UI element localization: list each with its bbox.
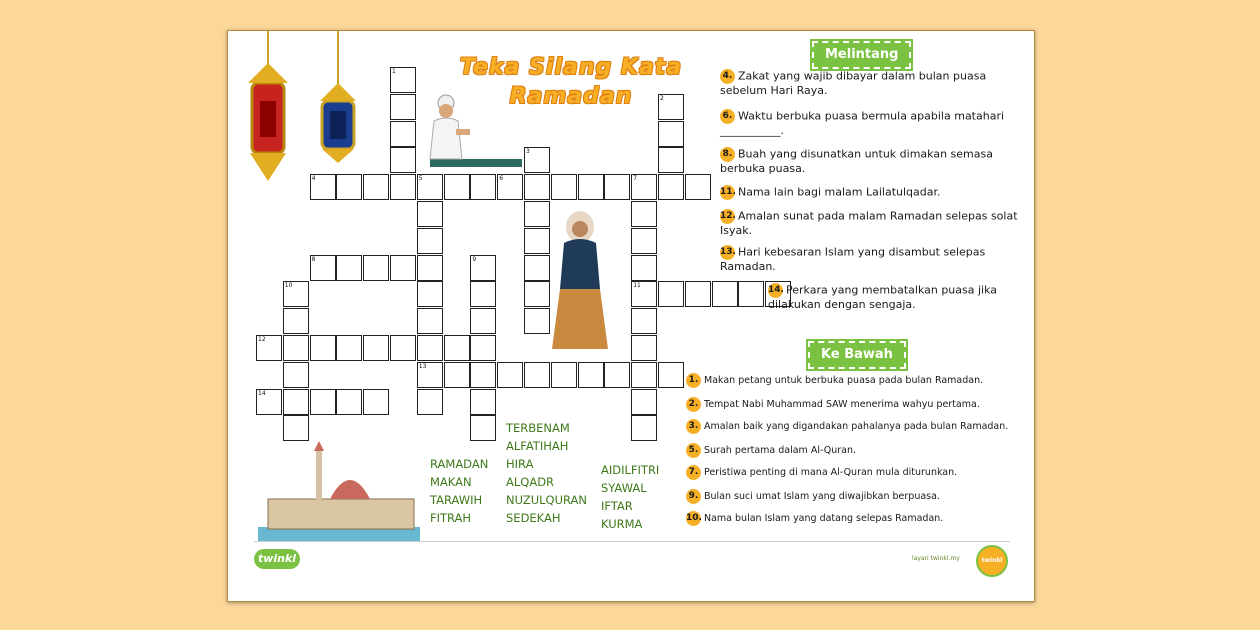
crossword-cell[interactable] xyxy=(658,147,684,173)
crossword-cell[interactable] xyxy=(524,281,550,307)
clue-number: 14. xyxy=(768,283,783,298)
crossword-cell[interactable] xyxy=(417,308,443,334)
clue-item xyxy=(720,185,1020,200)
crossword-cell[interactable] xyxy=(390,174,416,200)
crossword-cell[interactable] xyxy=(497,174,523,200)
word-item: NUZULQURAN xyxy=(506,493,587,507)
word-item: TERBENAM xyxy=(506,421,570,435)
clue-text: Hari kebesaran Islam yang disambut selepas Ramadan. xyxy=(720,245,986,273)
crossword-cell[interactable] xyxy=(470,255,496,281)
cell-number: 9 xyxy=(472,255,477,263)
crossword-cell[interactable] xyxy=(390,147,416,173)
clue-item xyxy=(686,465,1016,480)
quality-seal-icon: twinkl xyxy=(976,545,1008,577)
word-item: IFTAR xyxy=(601,499,633,513)
clue-text: Amalan baik yang digandakan pahalanya pada bulan Ramadan. xyxy=(704,421,1009,432)
clue-number: 13. xyxy=(720,245,735,260)
word-bank-col-2 xyxy=(506,419,587,527)
clue-text: Amalan sunat pada malam Ramadan selepas solat Isyak. xyxy=(720,209,1018,237)
crossword-cell[interactable] xyxy=(390,94,416,120)
clue-number: 6. xyxy=(720,109,735,124)
word-item: ALFATIHAH xyxy=(506,439,569,453)
cell-number: 4 xyxy=(311,175,316,183)
crossword-cell[interactable] xyxy=(712,281,738,307)
crossword-cell[interactable] xyxy=(524,255,550,281)
crossword-cell[interactable] xyxy=(256,389,282,415)
crossword-cell[interactable] xyxy=(417,201,443,227)
footer-divider xyxy=(254,541,1010,542)
crossword-cell[interactable] xyxy=(470,415,496,441)
clue-text: Makan petang untuk berbuka puasa pada bulan Ramadan. xyxy=(704,375,984,386)
crossword-cell[interactable] xyxy=(283,362,309,388)
clue-item xyxy=(686,419,1026,434)
clue-text: Nama bulan Islam yang datang selepas Ramadan. xyxy=(704,513,944,524)
crossword-cell[interactable] xyxy=(390,67,416,93)
clue-number: 1. xyxy=(686,373,701,388)
word-item: RAMADAN xyxy=(430,457,489,471)
crossword-cell[interactable] xyxy=(685,174,711,200)
crossword-cell[interactable] xyxy=(444,362,470,388)
crossword-cell[interactable] xyxy=(685,281,711,307)
crossword-cell[interactable] xyxy=(524,308,550,334)
clue-number: 10. xyxy=(686,511,701,526)
crossword-cell[interactable] xyxy=(417,281,443,307)
clue-number: 9. xyxy=(686,489,701,504)
title-line-2: Ramadan xyxy=(509,84,633,109)
crossword-cell[interactable] xyxy=(631,255,657,281)
clue-text: Buah yang disunatkan untuk dimakan semasa berbuka puasa. xyxy=(720,147,993,175)
title-line-1: Teka Silang Kata xyxy=(459,55,683,80)
crossword-cell[interactable] xyxy=(417,362,443,388)
crossword-cell[interactable] xyxy=(390,121,416,147)
cell-number: 2 xyxy=(660,94,664,102)
crossword-cell[interactable] xyxy=(310,335,336,361)
clue-number: 4. xyxy=(720,69,735,84)
crossword-cell[interactable] xyxy=(470,174,496,200)
crossword-cell[interactable] xyxy=(658,121,684,147)
crossword-cell[interactable] xyxy=(551,174,577,200)
crossword-cell[interactable] xyxy=(497,362,523,388)
clue-number: 11. xyxy=(720,185,735,200)
crossword-cell[interactable] xyxy=(631,174,657,200)
crossword-cell[interactable] xyxy=(470,335,496,361)
clue-text: Peristiwa penting di mana Al-Quran mula diturunkan. xyxy=(704,467,958,478)
clue-number: 8. xyxy=(720,147,735,162)
crossword-cell[interactable] xyxy=(658,174,684,200)
crossword-cell[interactable] xyxy=(631,415,657,441)
crossword-cell[interactable] xyxy=(417,335,443,361)
clue-item xyxy=(768,283,1028,312)
word-item: MAKAN xyxy=(430,475,472,489)
cell-number: 7 xyxy=(633,175,638,183)
crossword-cell[interactable] xyxy=(524,174,550,200)
worksheet xyxy=(227,30,1035,602)
crossword-cell[interactable] xyxy=(524,201,550,227)
crossword-cell[interactable] xyxy=(631,335,657,361)
cell-number: 8 xyxy=(311,255,316,263)
crossword-cell[interactable] xyxy=(444,335,470,361)
down-heading: Ke Bawah xyxy=(808,341,906,369)
cell-number: 6 xyxy=(499,175,504,183)
clue-item xyxy=(720,109,1020,138)
clue-number: 5. xyxy=(686,443,701,458)
crossword-cell[interactable] xyxy=(417,389,443,415)
crossword-cell[interactable] xyxy=(604,362,630,388)
clue-text: Tempat Nabi Muhammad SAW menerima wahyu pertama. xyxy=(704,399,980,410)
clue-item xyxy=(686,489,1016,504)
crossword-cell[interactable] xyxy=(551,362,577,388)
clue-number: 7. xyxy=(686,465,701,480)
clue-number: 2. xyxy=(686,397,701,412)
crossword-cell[interactable] xyxy=(658,94,684,120)
clue-item xyxy=(686,443,1016,458)
twinkl-logo: twinkl xyxy=(254,549,300,569)
clue-text: Bulan suci umat Islam yang diwajibkan berpuasa. xyxy=(704,491,940,502)
clue-item xyxy=(720,245,1020,274)
clue-number: 3. xyxy=(686,419,701,434)
crossword-cell[interactable] xyxy=(631,362,657,388)
crossword-cell[interactable] xyxy=(310,174,336,200)
crossword-cell[interactable] xyxy=(283,335,309,361)
crossword-cell[interactable] xyxy=(578,362,604,388)
crossword-cell[interactable] xyxy=(363,174,389,200)
crossword-cell[interactable] xyxy=(604,174,630,200)
crossword-cell[interactable] xyxy=(631,308,657,334)
clue-text: Waktu berbuka puasa bermula apabila matahari ___________. xyxy=(720,109,1005,137)
crossword-cell[interactable] xyxy=(283,389,309,415)
clue-text: Perkara yang membatalkan puasa jika dilakukan dengan sengaja. xyxy=(768,283,998,311)
crossword-cell[interactable] xyxy=(631,281,657,307)
crossword-cell[interactable] xyxy=(470,362,496,388)
crossword-cell[interactable] xyxy=(658,281,684,307)
clue-item xyxy=(720,147,1020,176)
word-bank-col-3 xyxy=(601,461,659,533)
word-item: AIDILFITRI xyxy=(601,463,660,477)
crossword-cell[interactable] xyxy=(631,228,657,254)
crossword-cell[interactable] xyxy=(417,228,443,254)
cell-number: 12 xyxy=(258,336,266,343)
crossword-cell[interactable] xyxy=(524,147,550,173)
crossword-cell[interactable] xyxy=(470,281,496,307)
clue-item xyxy=(686,373,1016,388)
cell-number: 1 xyxy=(392,68,396,75)
crossword-cell[interactable] xyxy=(390,335,416,361)
clue-item xyxy=(720,209,1020,238)
crossword-cell[interactable] xyxy=(444,174,470,200)
crossword-cell[interactable] xyxy=(417,174,443,200)
crossword-cell[interactable] xyxy=(390,255,416,281)
crossword-cell[interactable] xyxy=(336,389,362,415)
crossword-cell[interactable] xyxy=(363,389,389,415)
crossword-cell[interactable] xyxy=(283,281,309,307)
crossword-cell[interactable] xyxy=(658,362,684,388)
crossword-cell[interactable] xyxy=(738,281,764,307)
clue-item xyxy=(686,397,1016,412)
crossword-cell[interactable] xyxy=(417,255,443,281)
crossword-cell[interactable] xyxy=(524,362,550,388)
clue-text: Zakat yang wajib dibayar dalam bulan puasa sebelum Hari Raya. xyxy=(720,69,987,97)
crossword-cell[interactable] xyxy=(336,255,362,281)
word-item: SYAWAL xyxy=(601,481,647,495)
crossword-cell[interactable] xyxy=(631,389,657,415)
crossword-cell[interactable] xyxy=(470,389,496,415)
crossword-cell[interactable] xyxy=(578,174,604,200)
clue-item xyxy=(686,511,1016,526)
cell-number: 13 xyxy=(418,362,427,370)
crossword-cell[interactable] xyxy=(336,174,362,200)
word-item: KURMA xyxy=(601,517,643,531)
crossword-cell[interactable] xyxy=(363,335,389,361)
word-bank-col-1 xyxy=(430,455,488,527)
across-heading: Melintang xyxy=(812,41,911,69)
word-item: FITRAH xyxy=(430,511,472,525)
word-item: ALQADR xyxy=(506,475,555,489)
crossword-cell[interactable] xyxy=(524,228,550,254)
crossword-cell[interactable] xyxy=(631,201,657,227)
cell-number: 10 xyxy=(284,282,293,290)
clue-text: Nama lain bagi malam Lailatulqadar. xyxy=(738,185,941,199)
cell-number: 3 xyxy=(526,148,530,156)
crossword-cell[interactable] xyxy=(470,308,496,334)
crossword-cell[interactable] xyxy=(283,308,309,334)
cell-number: 5 xyxy=(418,175,423,183)
crossword-cell[interactable] xyxy=(336,335,362,361)
footer-site-text: layari twinkl.my xyxy=(912,555,960,562)
word-item: TARAWIH xyxy=(430,493,483,507)
clue-text: Surah pertama dalam Al-Quran. xyxy=(704,445,857,456)
crossword-cell[interactable] xyxy=(310,255,336,281)
cell-number: 11 xyxy=(633,282,641,290)
word-item: SEDEKAH xyxy=(506,511,561,525)
crossword-cell[interactable] xyxy=(283,415,309,441)
crossword-cell[interactable] xyxy=(310,389,336,415)
clue-item xyxy=(720,69,1020,98)
clue-number: 12. xyxy=(720,209,735,224)
crossword-cell[interactable] xyxy=(256,335,282,361)
crossword-cell[interactable] xyxy=(363,255,389,281)
cell-number: 14 xyxy=(258,389,266,397)
word-item: HIRA xyxy=(506,457,534,471)
